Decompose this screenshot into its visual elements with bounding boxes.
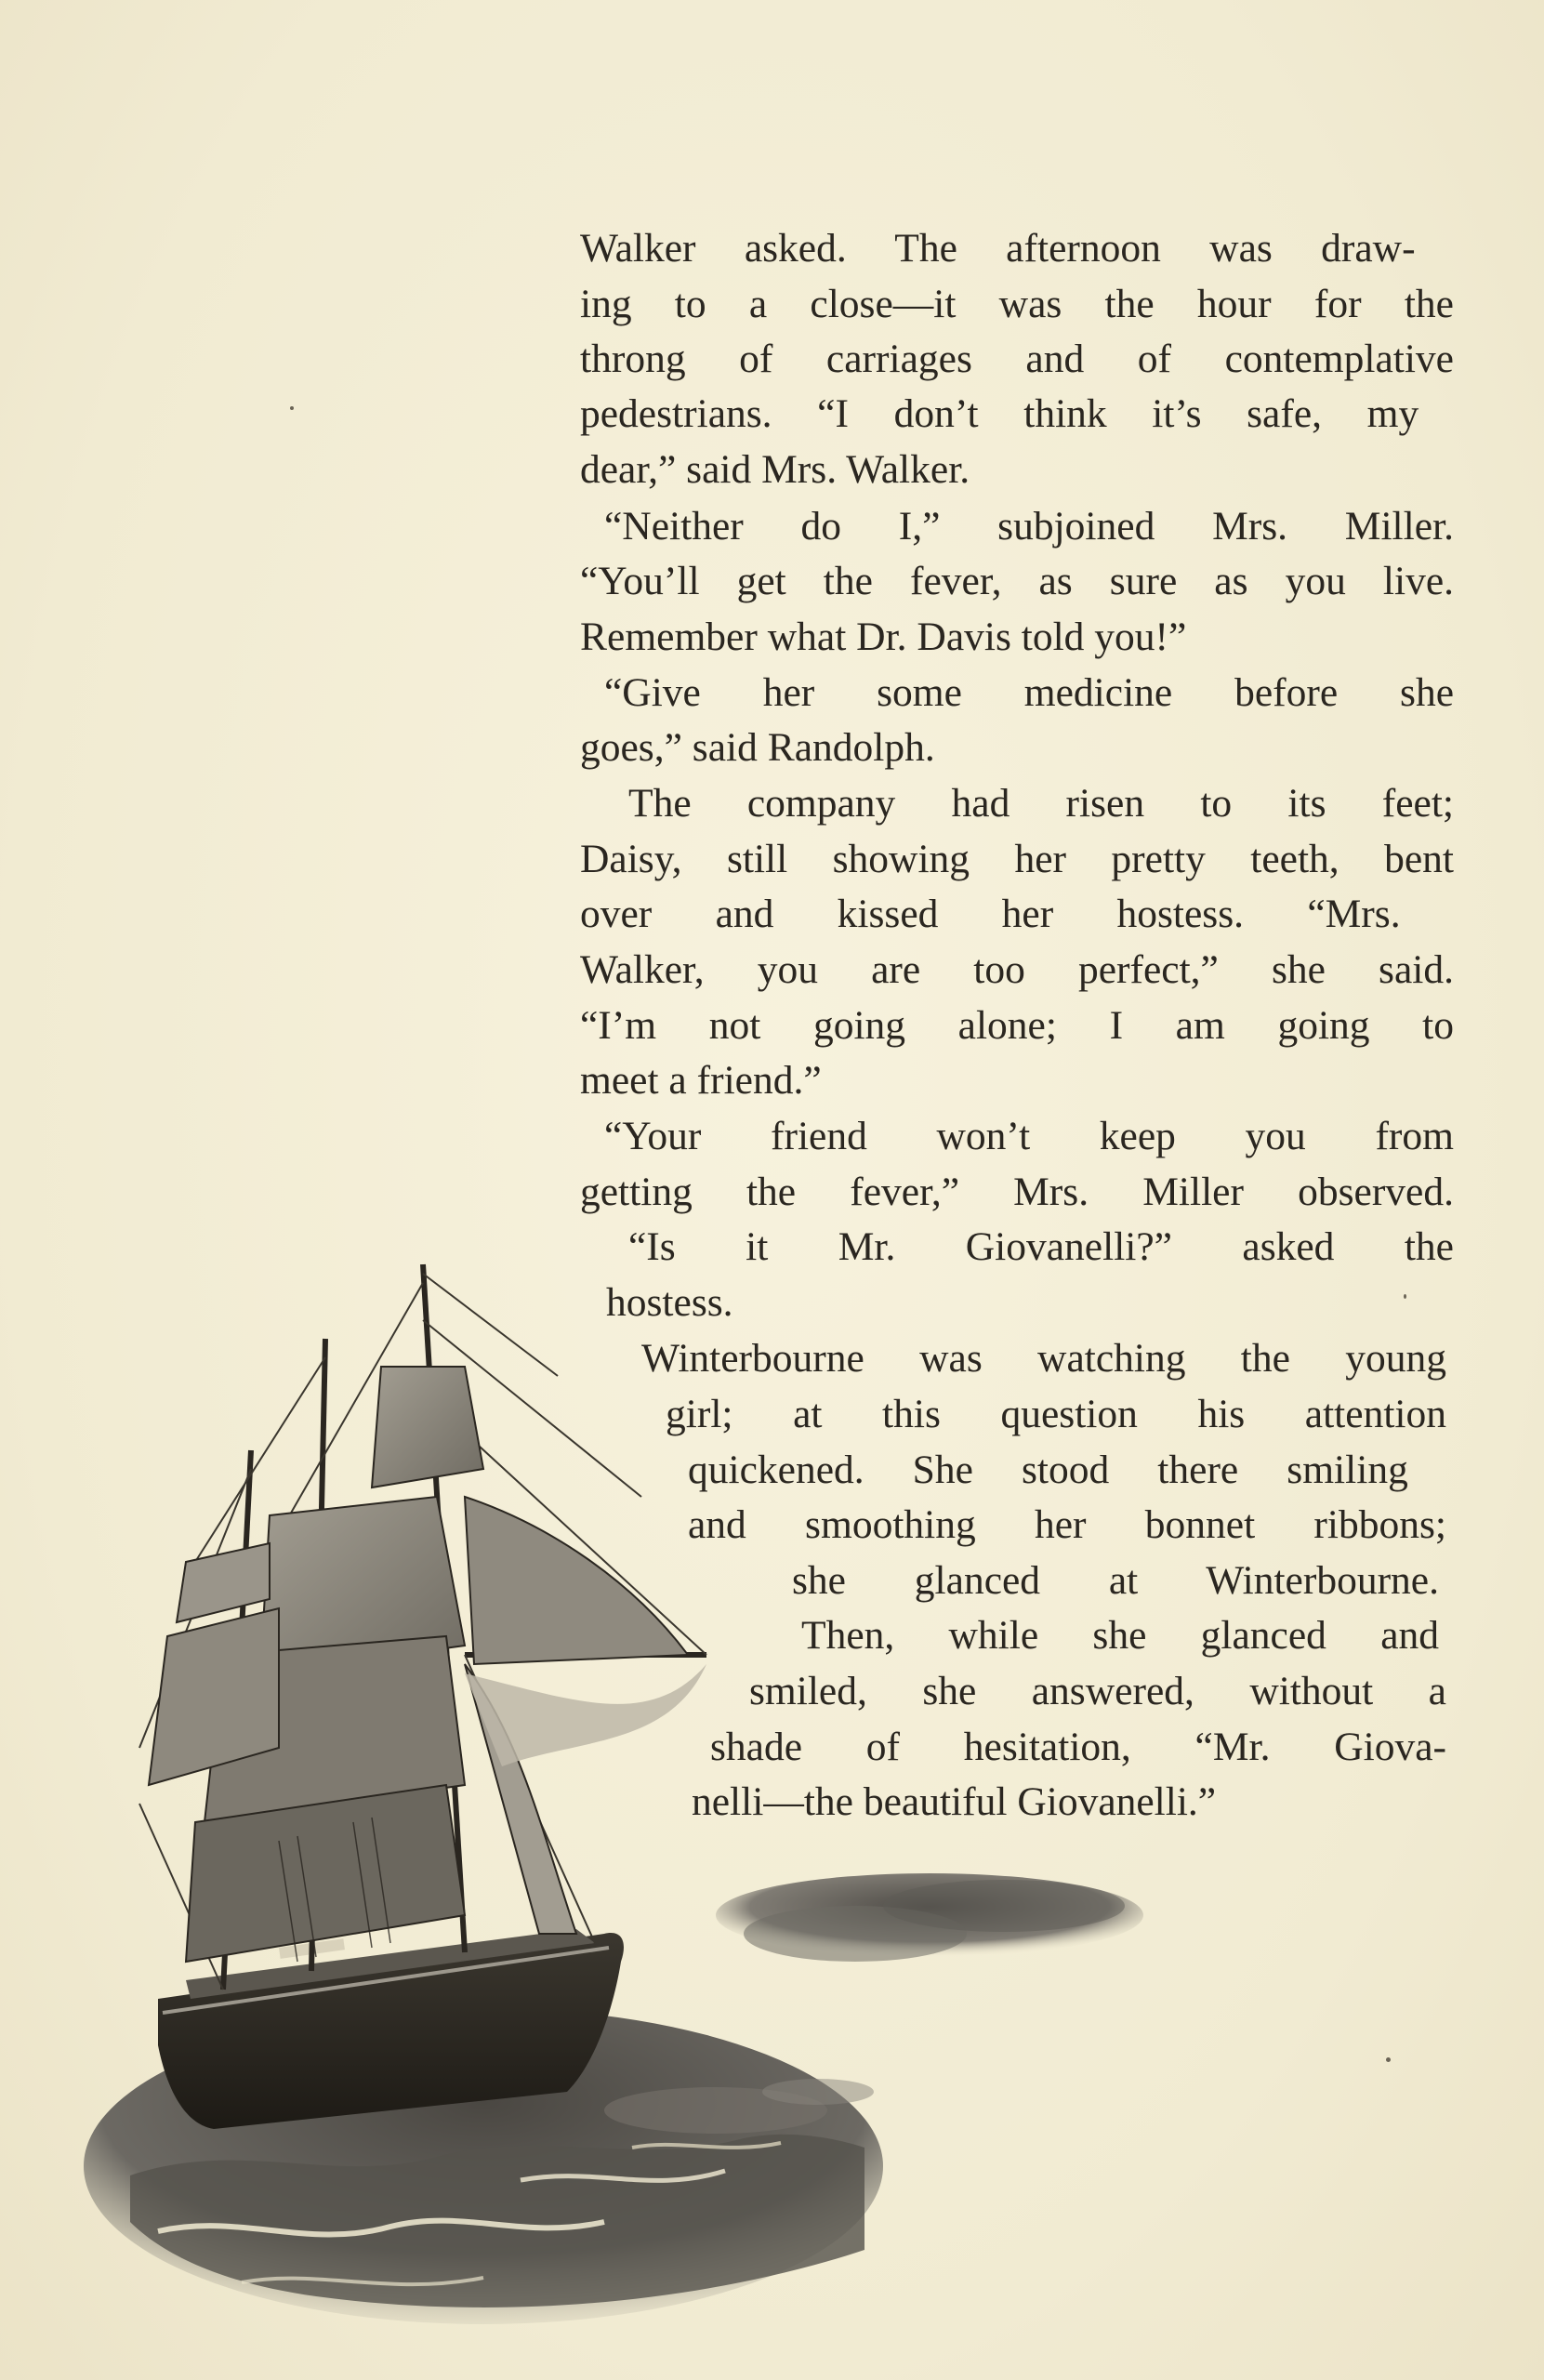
text-line: The company had risen to its feet; [628,781,1454,826]
text-line: dear,” said Mrs. Walker. [580,447,970,492]
text-line: she glanced at Winterbourne. [792,1558,1439,1603]
text-line: hostess. [606,1280,733,1325]
text-line: “Your friend won’t keep you from [604,1114,1454,1158]
distant-cloud [716,1873,1143,1962]
ship-sails [149,1367,706,1962]
text-line: “You’ll get the fever, as sure as you live. [580,559,1454,603]
text-line: “Neither do I,” subjoined Mrs. Miller. [604,504,1454,549]
text-line: throng of carriages and of contemplative [580,337,1454,381]
text-line: shade of hesitation, “Mr. Giova- [710,1725,1446,1769]
sailing-ship-illustration [0,1236,1544,2380]
text-line: smiled, she answered, without a [749,1669,1446,1713]
text-line: “Is it Mr. Giovanelli?” asked the [628,1224,1454,1269]
text-line: Walker asked. The afternoon was draw- [580,226,1416,271]
ink-speck [290,406,294,410]
text-line: Remember what Dr. Davis told you!” [580,615,1187,659]
text-line: girl; at this question his attention [666,1392,1446,1436]
text-line: pedestrians. “I don’t think it’s safe, my [580,391,1419,436]
text-line: “I’m not going alone; I am going to [580,1003,1454,1048]
text-line: quickened. She stood there smiling [688,1448,1408,1492]
text-line: nelli—the beautiful Giovanelli.” [692,1779,1217,1824]
text-line: goes,” said Randolph. [580,725,935,770]
text-line: over and kissed her hostess. “Mrs. [580,892,1401,936]
text-line: Winterbourne was watching the young [641,1336,1446,1381]
text-line: Daisy, still showing her pretty teeth, bent [580,837,1454,881]
text-line: getting the fever,” Mrs. Miller observed. [580,1170,1454,1214]
text-line: Then, while she glanced and [801,1613,1439,1658]
text-line: and smoothing her bonnet ribbons; [688,1502,1446,1547]
text-line: “Give her some medicine before she [604,670,1454,715]
text-line: meet a friend.” [580,1058,822,1103]
text-line: Walker, you are too perfect,” she said. [580,947,1454,992]
text-line: ing to a close—it was the hour for the [580,282,1454,326]
